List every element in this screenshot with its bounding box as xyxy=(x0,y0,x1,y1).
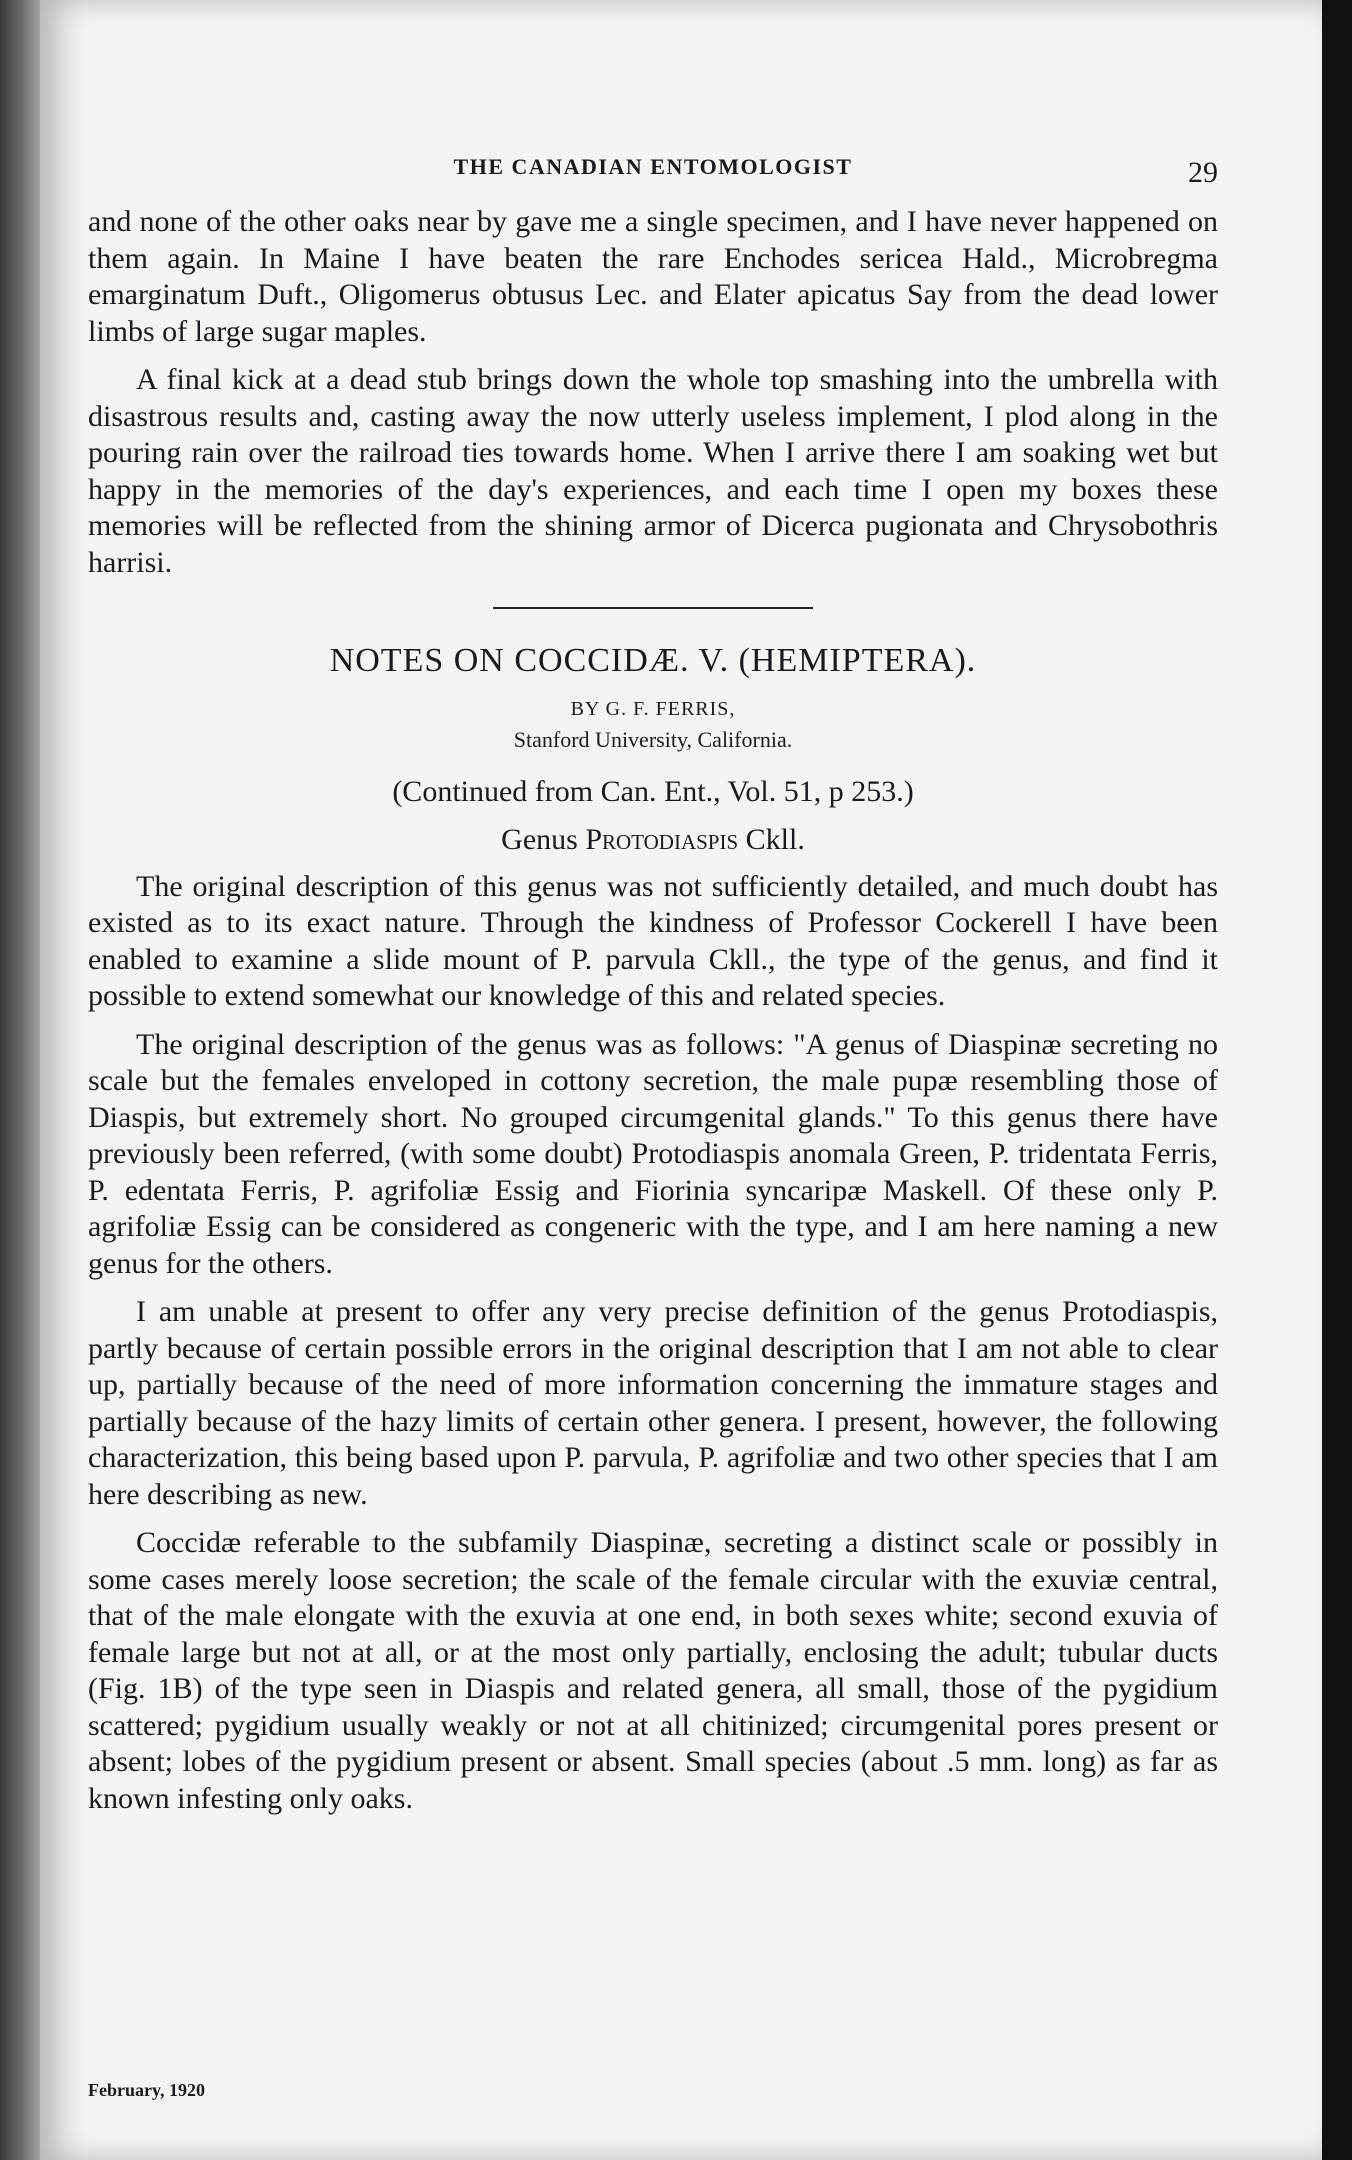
intro-paragraph-1: and none of the other oaks near by gave me a single specimen, and I have never happened on them again. In Maine I have beaten the rare Enchodes sericea Hald., Microbregma emarginatum Duft., Oligomerus obtusus Lec. and Elater apicatus Say from the dead lower limbs of large sugar maples. xyxy=(88,205,1218,348)
page xyxy=(40,0,1322,2160)
issue-date: February, 1920 xyxy=(88,2080,205,2100)
page-body xyxy=(88,204,1218,1817)
article-paragraph-3: I am unable at present to offer any very precise definition of the genus Protodiaspis, partly because of certain possible errors in the original description that I am not able to clear up, partially because of the need of more information concerning the immature stages and partially because of the hazy limits of certain other genera. I present, however, the following characterization, this being based upon P. parvula, P. agrifoliæ and two other species that I am here describing as new. xyxy=(88,1295,1218,1511)
article-paragraph-4: Coccidæ referable to the subfamily Diaspinæ, secreting a distinct scale or possibly in some cases merely loose secretion; the scale of the female circular with the exuviæ central, that of the male elongate with the exuvia at one end, in both sexes white; second exuvia of female large but not at all, or at the most only partially, enclosing the adult; tubular ducts (Fig. 1B) of the type seen in Diaspis and related genera, all small, those of the pygidium scattered; pygidium usually weakly or not at all chitinized; circumgenital pores present or absent; lobes of the pygidium present or absent. Small species (about .5 mm. long) as far as known infesting only oaks. xyxy=(88,1526,1218,1815)
running-title: THE CANADIAN ENTOMOLOGIST xyxy=(453,154,853,179)
genus-heading-name: Protodiaspis xyxy=(585,823,739,856)
genus-heading xyxy=(88,822,1218,859)
article-affiliation: Stanford University, California. xyxy=(513,726,793,752)
genus-heading-prefix: Genus xyxy=(501,823,578,856)
continued-note: (Continued from Can. Ent., Vol. 51, p 253.) xyxy=(392,774,914,808)
intro-paragraph-2: A final kick at a dead stub brings down the whole top smashing into the umbrella with disastrous results and, casting away the now utterly useless implement, I plod along in the pouring rain over the railroad ties towards home. When I arrive there I am soaking wet but happy in the memories of the day's experiences, and each time I open my boxes these memories will be reflected from the shining armor of Dicerca pugionata and Chrysobothris harrisi. xyxy=(88,363,1218,579)
article-paragraph-1: The original description of this genus was not sufficiently detailed, and much doubt has existed as to its exact nature. Through the kindness of Professor Cockerell I have been enabled to examine a slide mount of P. parvula Ckll., the type of the genus, and find it possible to extend somewhat our knowledge of this and related species. xyxy=(88,869,1218,1012)
section-divider xyxy=(493,607,813,609)
running-head xyxy=(88,140,1218,189)
article-title: NOTES ON COCCIDÆ. V. (HEMIPTERA). xyxy=(329,642,977,679)
page-edge-shadow xyxy=(1322,0,1352,2160)
article-paragraph-2: The original description of the genus was as follows: "A genus of Diaspinæ secreting no scale but the females enveloped in cottony secretion, the male pupæ resembling those of Diaspis, but extremely short. No grouped circumgenital glands." To this genus there have previously been referred, (with some doubt) Protodiaspis anomala Green, P. tridentata Ferris, P. edentata Ferris, P. agrifoliæ Essig and Fiorinia syncaripæ Maskell. Of these only P. agrifoliæ Essig can be considered as congeneric with the type, and I am here naming a new genus for the others. xyxy=(88,1027,1218,1280)
genus-heading-suffix: Ckll. xyxy=(745,823,805,856)
article-byline: BY G. F. FERRIS, xyxy=(570,697,736,720)
page-number: 29 xyxy=(1188,156,1218,189)
